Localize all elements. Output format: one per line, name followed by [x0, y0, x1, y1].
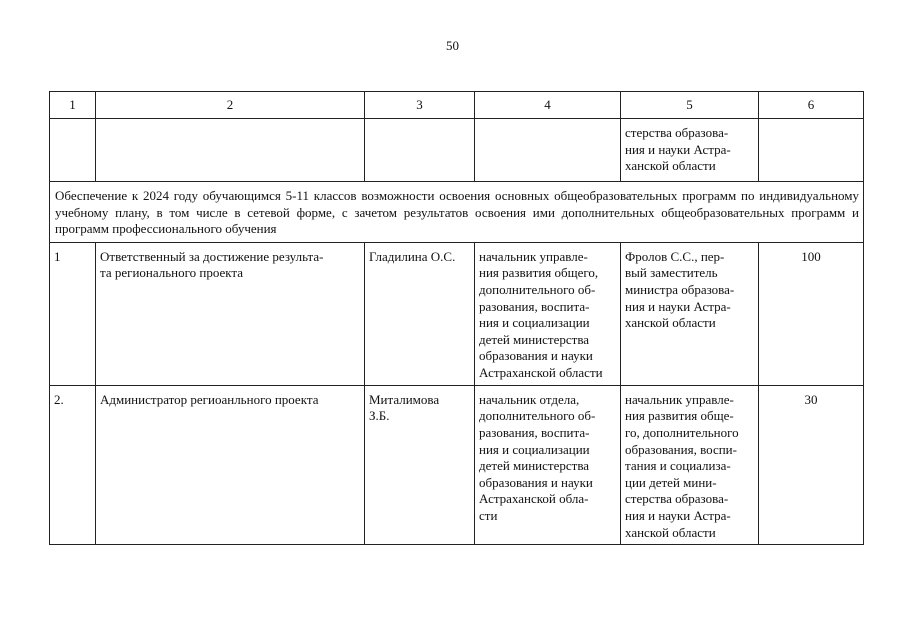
- table-cell: [365, 119, 475, 182]
- section-row: [50, 182, 864, 243]
- row-number: 1: [50, 242, 96, 385]
- supervisor-cell: Фролов С.С., пер- вый заместитель министра образова- ния и науки Астра- ханской области: [621, 242, 759, 385]
- table-row: [50, 119, 864, 182]
- person-cell: Миталимова З.Б.: [365, 385, 475, 544]
- page-number: 50: [446, 38, 459, 53]
- position-cell: начальник отдела, дополнительного об- разования, воспита- ния и социализации детей министерства образования и науки Астраханской обла- сти: [475, 385, 621, 544]
- table-row: [50, 385, 864, 544]
- table-cell: [50, 119, 96, 182]
- header-cell: 3: [365, 92, 475, 119]
- role-cell: Администратор региоанльного проекта: [96, 385, 365, 544]
- table-cell: [96, 119, 365, 182]
- table-cell: [475, 119, 621, 182]
- table-header-row: [50, 92, 864, 119]
- section-title: Обеспечение к 2024 году обучающимся 5-11 классов возможности освоения основных общеобразовательных программ по индивидуальному учебному плану, в том числе в сетевой форме, с зачетом результатов освоения ими дополнительных общеобразовательных программ и программ профессионального обучения: [50, 182, 864, 243]
- header-cell: 2: [96, 92, 365, 119]
- role-cell: Ответственный за достижение результа- та регионального проекта: [96, 242, 365, 385]
- table-row: [50, 242, 864, 385]
- header-cell: 1: [50, 92, 96, 119]
- document-table: [49, 91, 864, 545]
- person-cell: Гладилина О.С.: [365, 242, 475, 385]
- table-cell: [759, 119, 864, 182]
- header-cell: 5: [621, 92, 759, 119]
- table-cell: стерства образова- ния и науки Астра- ханской области: [621, 119, 759, 182]
- supervisor-cell: начальник управле- ния развития обще- го, дополнительного образования, воспи- тания и социализа- ции детей мини- стерства образова- ния и науки Астра- ханской области: [621, 385, 759, 544]
- header-cell: 6: [759, 92, 864, 119]
- position-cell: начальник управле- ния развития общего, дополнительного об- разования, воспита- ния и социализации детей министерства образования и науки Астраханской области: [475, 242, 621, 385]
- workload-cell: 100: [759, 242, 864, 385]
- header-cell: 4: [475, 92, 621, 119]
- row-number: 2.: [50, 385, 96, 544]
- workload-cell: 30: [759, 385, 864, 544]
